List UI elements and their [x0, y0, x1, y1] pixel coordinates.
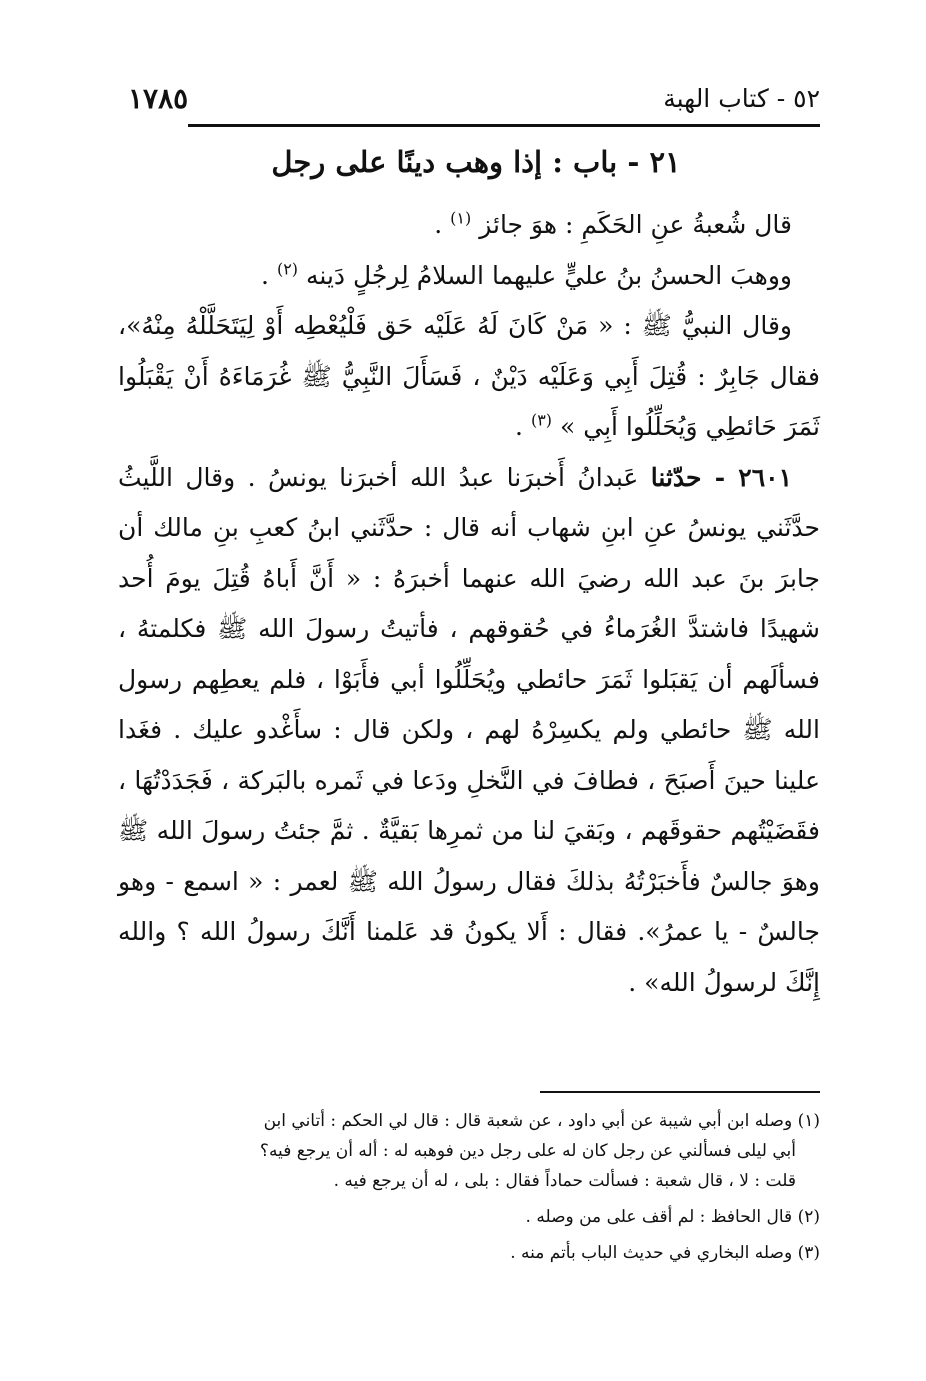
footnote-1-line-1: (١) وصله ابن أبي شيبة عن أبي داود ، عن شعبة قال : قال لي الحكم : أتاني ابن	[263, 1111, 820, 1131]
paragraph-hasan	[118, 251, 820, 302]
paragraph-hasan-end: .	[261, 260, 277, 290]
hadith-label: حدّثنا	[650, 462, 702, 492]
paragraph-shuba-end: .	[434, 210, 451, 239]
footnote-rule	[540, 1091, 820, 1093]
footnote-1-line-3: قلت : لا ، قال شعبة : فسألت حماداً فقال : بلى ، له أن يرجع فيه .	[333, 1171, 796, 1191]
paragraph-shuba	[118, 200, 820, 251]
body-text	[118, 200, 820, 1008]
paragraph-hasan-text: ووهبَ الحسنُ بنُ عليٍّ عليهما السلامُ لِرجُلٍ دَينه	[306, 260, 792, 290]
paragraph-prophet-text: وقال النبيُّ ﷺ : « مَنْ كَانَ لَهُ عَلَيْه حَق فَلْيُعْطِه أَوْ لِيَتَحَلَّلْهُ مِنْهُ»، فقال جَابِرٌ : قُتِلَ أَبِي وَعَلَيْه دَيْنٌ ، فَسَأَلَ النَّبِيُّ ﷺ غُرَمَاءَهُ أَنْ يَقْبَلُوا ثَمَرَ حَائطِي وَيُحَلِّلُوا أَبِي »	[118, 311, 820, 441]
footnote-ref-2: (٢)	[276, 259, 299, 279]
paragraph-hadith	[118, 453, 820, 1009]
page-number: ١٧٨٥	[128, 82, 189, 115]
running-head: ٥٢ - كتاب الهبة	[663, 84, 820, 113]
page-header	[128, 80, 820, 120]
footnote-ref-1: (١)	[450, 208, 472, 228]
footnote-1-line-2: أبي ليلى فسألني عن رجل كان له على رجل دين فوهبه له : أله أن يرجع فيه؟	[259, 1141, 796, 1161]
paragraph-shuba-text: قال شُعبةُ عنِ الحَكَمِ : هوَ جائز	[479, 210, 792, 239]
chapter-heading: ٢١ - باب : إذا وهب دينًا على رجل	[271, 145, 681, 179]
hadith-number: ٢٦٠١ -	[701, 462, 792, 492]
hadith-text: عَبدانُ أَخبرَنا عبدُ الله أخبرَنا يونسُ . وقال اللَّيثُ حدَّثَني يونسُ عنِ ابنِ شهاب أنه قال : حدَّثَني ابنُ كعبِ بنِ مالك أن جابرَ بنَ عبد الله رضيَ الله عنهما أخبرَهُ : « أَنَّ أَباهُ قُتِلَ يومَ أُحد شهيدًا فاشتدَّ الغُرَماءُ في حُقوقهم ، فأتيتُ رسولَ الله ﷺ فكلمتهُ ، فسألَهم أن يَقبَلوا ثَمَرَ حائطي ويُحَلِّلُوا أبي فأَبَوْا ، فلم يعطِهم رسول الله ﷺ حائطي ولم يكسِرْهُ لهم ، ولكن قال : سأَغْدو عليك . فغَدا علينا حينَ أَصبَحَ ، فطافَ في النَّخلِ ودَعا في ثَمره بالبَركة ، فَجَدَدْتُهَا ، فقَضَيْتُهم حقوقَهم ، وبَقيَ لنا من ثمرِها بَقيَّةٌ . ثمَّ جئتُ رسولَ الله ﷺ وهوَ جالسٌ فأَخبَرْتُهُ بذلكَ فقال رسولُ الله ﷺ لعمر : « اسمع - وهو جالسٌ - يا عمرُ». فقال : أَلا يكونُ قد عَلمنا أَنَّكَ رسولُ الله ؟ والله إِنَّكَ لرسولُ الله» .	[118, 462, 820, 997]
footnotes	[128, 1106, 820, 1268]
header-rule	[188, 124, 820, 127]
paragraph-prophet-end: .	[515, 412, 531, 441]
footnote-3: (٣) وصله البخاري في حديث الباب بأتم منه .	[510, 1243, 820, 1263]
footnote-ref-3: (٣)	[530, 410, 553, 430]
footnote-2: (٢) قال الحافظ : لم أقف على من وصله .	[525, 1207, 820, 1227]
paragraph-prophet	[118, 301, 820, 453]
